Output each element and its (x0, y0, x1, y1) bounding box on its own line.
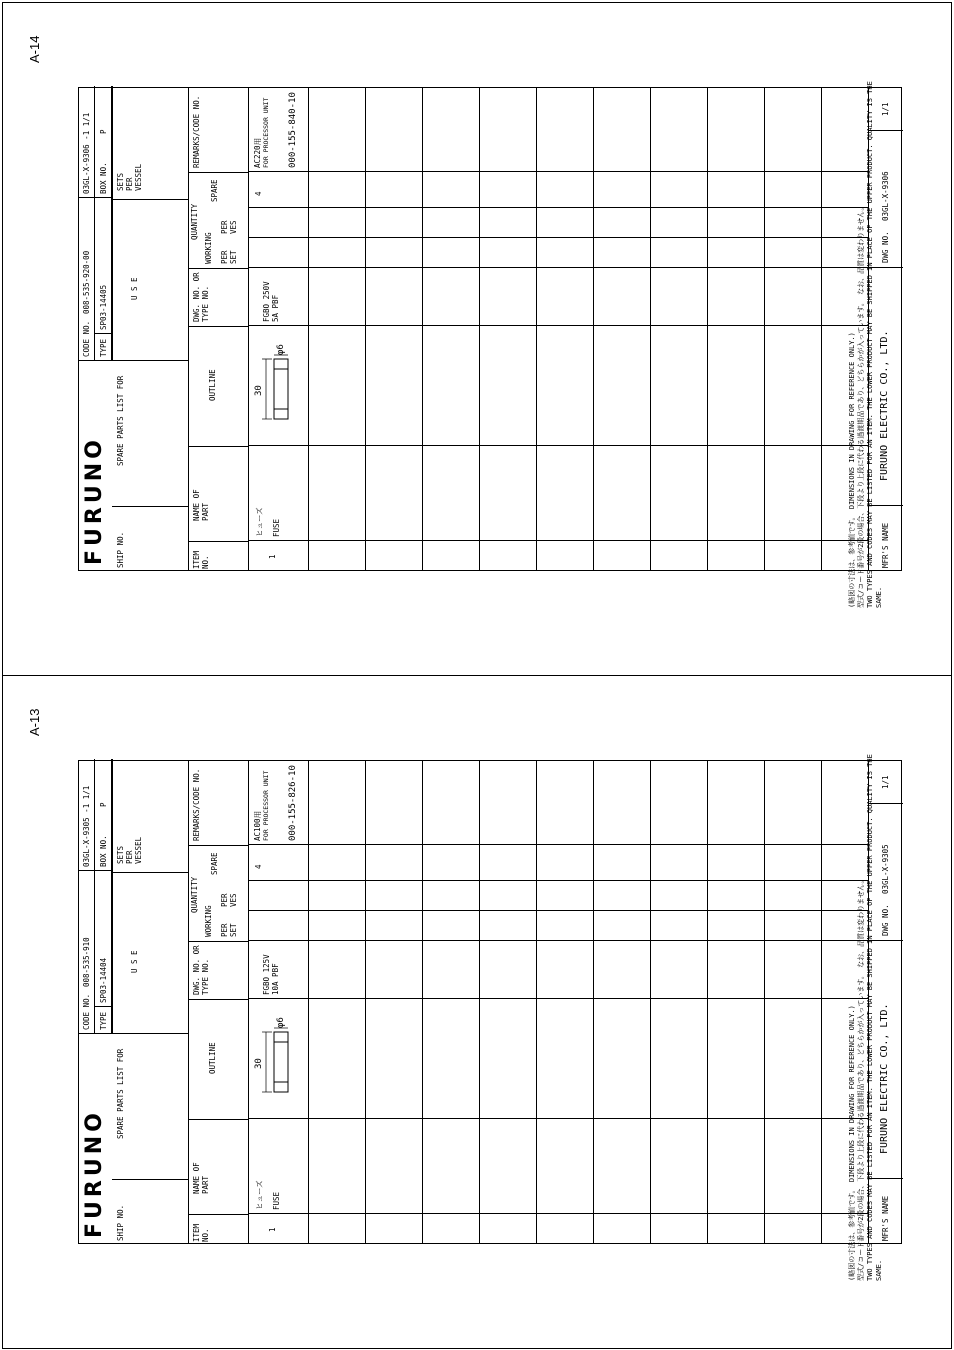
note-2: 型式/コード番号が2段の場合、下段より上段に代わる過渡期品であり、どちらかが入っています。 なお、品質は変わりません。 (857, 203, 865, 608)
col-quantity: QUANTITY (190, 876, 199, 913)
col-per-set: PER SET (220, 250, 238, 264)
page-a14 (2, 2, 952, 676)
dwg-no-label: DWG NO. (881, 904, 890, 936)
dim-diameter: φ6 (276, 344, 286, 355)
doc-code: 03GL-X-9306 -1 1/1 (82, 112, 91, 194)
type-no-value: FGBO 250V 5A PBF (262, 281, 280, 322)
remark-line-2: FOR PROCESSOR UNIT (262, 770, 270, 841)
box-no-value: P (99, 802, 108, 807)
doc-code: 03GL-X-9305 -1 1/1 (82, 785, 91, 867)
sheet-no: 1/1 (881, 102, 890, 116)
mfr-name: FURUNO ELECTRIC CO., LTD. (879, 330, 890, 481)
col-outline: OUTLINE (208, 1042, 217, 1074)
item-no-value: 1 (268, 554, 277, 559)
spare-parts-form (78, 87, 902, 571)
dwg-no-value: 03GL-X-9305 (881, 844, 890, 894)
col-working: WORKING (204, 232, 213, 264)
mfr-name: FURUNO ELECTRIC CO., LTD. (879, 1003, 890, 1154)
spare-parts-list-label: SPARE PARTS LIST FOR (116, 1048, 125, 1139)
note-2: 型式/コード番号が2段の場合、下段より上段に代わる過渡期品であり、どちらかが入っています。 なお、品質は変わりません。 (857, 876, 865, 1281)
page-label: A-13 (27, 708, 42, 736)
use-label: U S E (130, 950, 139, 973)
sets-per-vessel-label: SETS PER VESSEL (116, 163, 143, 191)
col-spare: SPARE (210, 852, 219, 875)
note-1: (略図の寸法は、参考値です。 DIMENSIONS IN DRAWING FOR REFERENCE ONLY.) (848, 332, 856, 608)
col-per-set: PER SET (220, 923, 238, 937)
code-no-value: 008-535-920-00 (82, 250, 91, 314)
note-3: TWO TYPES AND CODES MAY BE LISTED FOR AN ITEM. THE LOWER PRODUCT MAY BE SHIPPED IN PLACE OF THE UPPER PRODUCT. QUALITY IS THE SAME. (866, 754, 883, 1281)
sheet-no: 1/1 (881, 775, 890, 789)
col-name-of-part: NAME OF PART (192, 489, 210, 521)
col-outline: OUTLINE (208, 369, 217, 401)
col-remarks: REMARKS/CODE NO. (192, 768, 201, 841)
mfr-label: MFR'S NAME (881, 1195, 890, 1241)
part-name: FUSE (272, 1191, 281, 1210)
note-1: (略図の寸法は、参考値です。 DIMENSIONS IN DRAWING FOR REFERENCE ONLY.) (848, 1005, 856, 1281)
part-code: 000-155-826-10 (288, 765, 298, 841)
form-header (78, 87, 112, 571)
part-name-jp: ヒューズ (255, 1180, 264, 1210)
page-label: A-14 (27, 35, 42, 63)
remark-line-1: AC220用 (253, 137, 262, 168)
col-spare: SPARE (210, 179, 219, 202)
table-header (188, 87, 249, 571)
form-notes (848, 741, 908, 1281)
col-item-no: ITEM NO. (192, 1223, 210, 1242)
remark-line-2: FOR PROCESSOR UNIT (262, 97, 270, 168)
dim-length: 30 (254, 1058, 264, 1069)
dwg-no-value: 03GL-X-9306 (881, 171, 890, 221)
box-no-value: P (99, 129, 108, 134)
form-info-row (112, 760, 189, 1244)
box-no-label: BOX NO. (99, 835, 108, 867)
form-notes (848, 68, 908, 608)
dim-diameter: φ6 (276, 1017, 286, 1028)
table-body (248, 87, 868, 571)
use-label: U S E (130, 277, 139, 300)
box-no-label: BOX NO. (99, 162, 108, 194)
page-a13 (2, 675, 952, 1349)
col-name-of-part: NAME OF PART (192, 1162, 210, 1194)
ship-no-label: SHIP NO. (116, 1204, 125, 1241)
col-remarks: REMARKS/CODE NO. (192, 95, 201, 168)
code-box (78, 86, 113, 361)
code-no-label: CODE NO. (82, 320, 91, 357)
ship-no-label: SHIP NO. (116, 531, 125, 568)
col-working: WORKING (204, 905, 213, 937)
furuno-logo: FURUNO (82, 436, 107, 565)
part-name-jp: ヒューズ (255, 507, 264, 537)
note-3: TWO TYPES AND CODES MAY BE LISTED FOR AN ITEM. THE LOWER PRODUCT MAY BE SHIPPED IN PLACE OF THE UPPER PRODUCT. QUALITY IS THE SAME. (866, 81, 883, 608)
spare-parts-list-label: SPARE PARTS LIST FOR (116, 375, 125, 466)
col-per-ves: PER VES (220, 220, 238, 234)
col-dwg: DWG. NO. OR TYPE NO. (192, 945, 210, 995)
remark-line-1: AC100用 (253, 810, 262, 841)
type-label: TYPE (99, 1011, 108, 1030)
item-no-value: 1 (268, 1227, 277, 1232)
col-quantity: QUANTITY (190, 203, 199, 240)
sets-per-vessel-label: SETS PER VESSEL (116, 836, 143, 864)
spare-parts-form (78, 760, 902, 1244)
mfr-label: MFR'S NAME (881, 522, 890, 568)
type-value: SP03-14405 (99, 284, 108, 330)
code-no-label: CODE NO. (82, 993, 91, 1030)
type-label: TYPE (99, 338, 108, 357)
col-per-ves: PER VES (220, 893, 238, 907)
col-dwg: DWG. NO. OR TYPE NO. (192, 272, 210, 322)
table-header (188, 760, 249, 1244)
code-no-value: 008-535-910 (82, 937, 91, 987)
form-header (78, 760, 112, 1244)
furuno-logo: FURUNO (82, 1109, 107, 1238)
spare-qty: 4 (254, 864, 263, 869)
spare-qty: 4 (254, 191, 263, 196)
type-value: SP03-14404 (99, 957, 108, 1003)
form-info-row (112, 87, 189, 571)
dim-length: 30 (254, 385, 264, 396)
dwg-no-label: DWG NO. (881, 231, 890, 263)
table-body (248, 760, 868, 1244)
part-name: FUSE (272, 518, 281, 537)
col-item-no: ITEM NO. (192, 550, 210, 569)
part-code: 000-155-840-10 (288, 92, 298, 168)
type-no-value: FGBO 125V 10A PBF (262, 954, 280, 995)
code-box (78, 759, 113, 1034)
